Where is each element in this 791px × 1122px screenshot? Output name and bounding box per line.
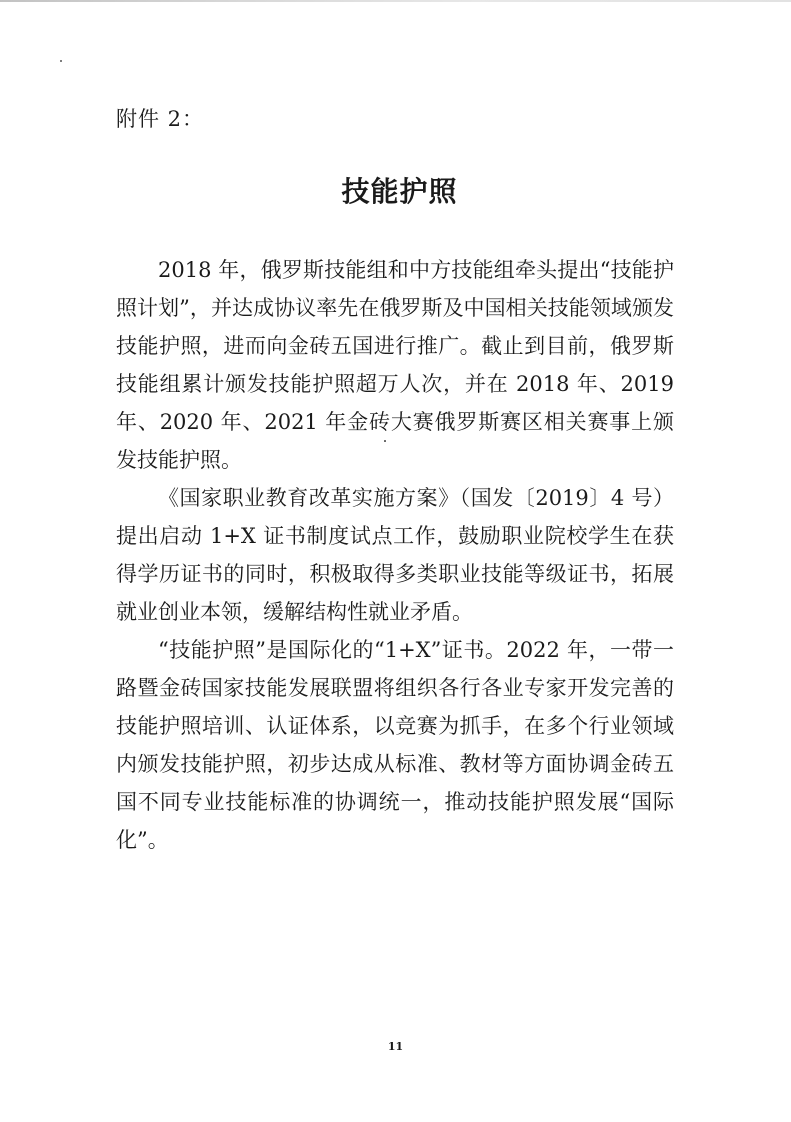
body-paragraph: 《国家职业教育改革实施方案》（国发〔2019〕4 号）提出启动 1+X 证书制度试点工作，鼓励职业院校学生在获得学历证书的同时，积极取得多类职业技能等级证书，拓展就业创业本领，缓解结构性就业矛盾。: [116, 486, 674, 624]
page-number: 11: [387, 1040, 404, 1053]
body-paragraph: “技能护照”是国际化的“1+X”证书。2022 年，一带一路暨金砖国家技能发展联盟将组织各行各业专家开发完善的技能护照培训、认证体系，以竞赛为抓手，在多个行业领域内颁发技能护照，初步达成从标准、教材等方面协调金砖五国不同专业技能标准的协调统一，推动技能护照发展“国际化”。: [116, 638, 674, 852]
scan-speck: [60, 60, 62, 62]
document-body: [116, 251, 674, 859]
body-paragraph: 2018 年，俄罗斯技能组和中方技能组牵头提出“技能护照计划”，并达成协议率先在俄罗斯及中国相关技能领域颁发技能护照，进而向金砖五国进行推广。截止到目前，俄罗斯技能组累计颁发技能护照超万人次，并在 2018 年、2019 年、2020 年、2021 年金砖大赛俄罗斯赛区相关赛事上颁发技能护照。: [116, 258, 674, 472]
scan-edge-line: [0, 0, 791, 2]
attachment-label: 附件 2：: [116, 107, 205, 131]
document-title: 技能护照: [341, 175, 458, 208]
